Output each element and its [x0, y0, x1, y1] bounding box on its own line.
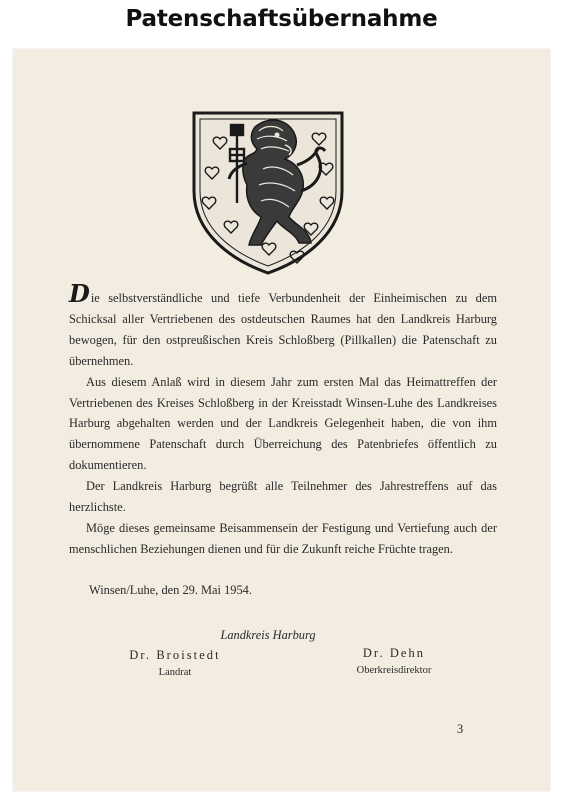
page-heading: Patenschaftsübernahme: [125, 6, 438, 32]
signatory-name: Dr. Broistedt: [129, 648, 221, 662]
paragraph-greeting: Der Landkreis Harburg begrüßt alle Teilnehmer des Jahrestreffens auf das herzlichste.: [69, 479, 497, 515]
paragraph-intro-text: ie selbstverständliche und tiefe Verbundenheit der Einheimischen zu dem Schicksal aller Vertriebenen des ostdeutschen Raumes hat den Landkreis Harburg bewogen, für den ostpreußischen Kreis Schloßberg (Pillkallen) die Patenschaft zu übernehmen.: [69, 291, 497, 368]
drop-cap-initial: D: [69, 279, 90, 308]
paragraph-event: Aus diesem Anlaß wird in diesem Jahr zum ersten Mal das Heimattreffen der Vertriebenen des Kreises Schloßberg in der Kreisstadt Winsen-Luhe des Landkreises Harburg abgehalten werden und der Landkreis Gelegenheit haben, die von ihm übernommene Patenschaft durch Überreichung des Patenbriefes öffentlich zu dokumentieren.: [69, 374, 497, 473]
page-number: 3: [457, 722, 464, 736]
paragraph-wish: Möge dieses gemeinsame Beisammensein der Festigung und Vertiefung auch der menschlichen Beziehungen dienen und für die Zukunft reiche Früchte tragen.: [69, 520, 497, 556]
place-and-date: Winsen/Luhe, den 29. Mai 1954.: [89, 583, 252, 597]
signatory-role: Landrat: [158, 667, 192, 678]
signature-block-oberkreisdirektor: [331, 646, 457, 676]
paragraph-intro: [69, 279, 497, 372]
issuing-authority: Landkreis Harburg: [220, 628, 316, 642]
signatory-role: Oberkreisdirektor: [356, 665, 432, 676]
signature-block-landrat: [113, 648, 237, 678]
document-page: [13, 49, 550, 791]
coat-of-arms-image: [185, 105, 351, 278]
letter-body: [69, 279, 497, 560]
signatory-name: Dr. Dehn: [362, 646, 426, 660]
